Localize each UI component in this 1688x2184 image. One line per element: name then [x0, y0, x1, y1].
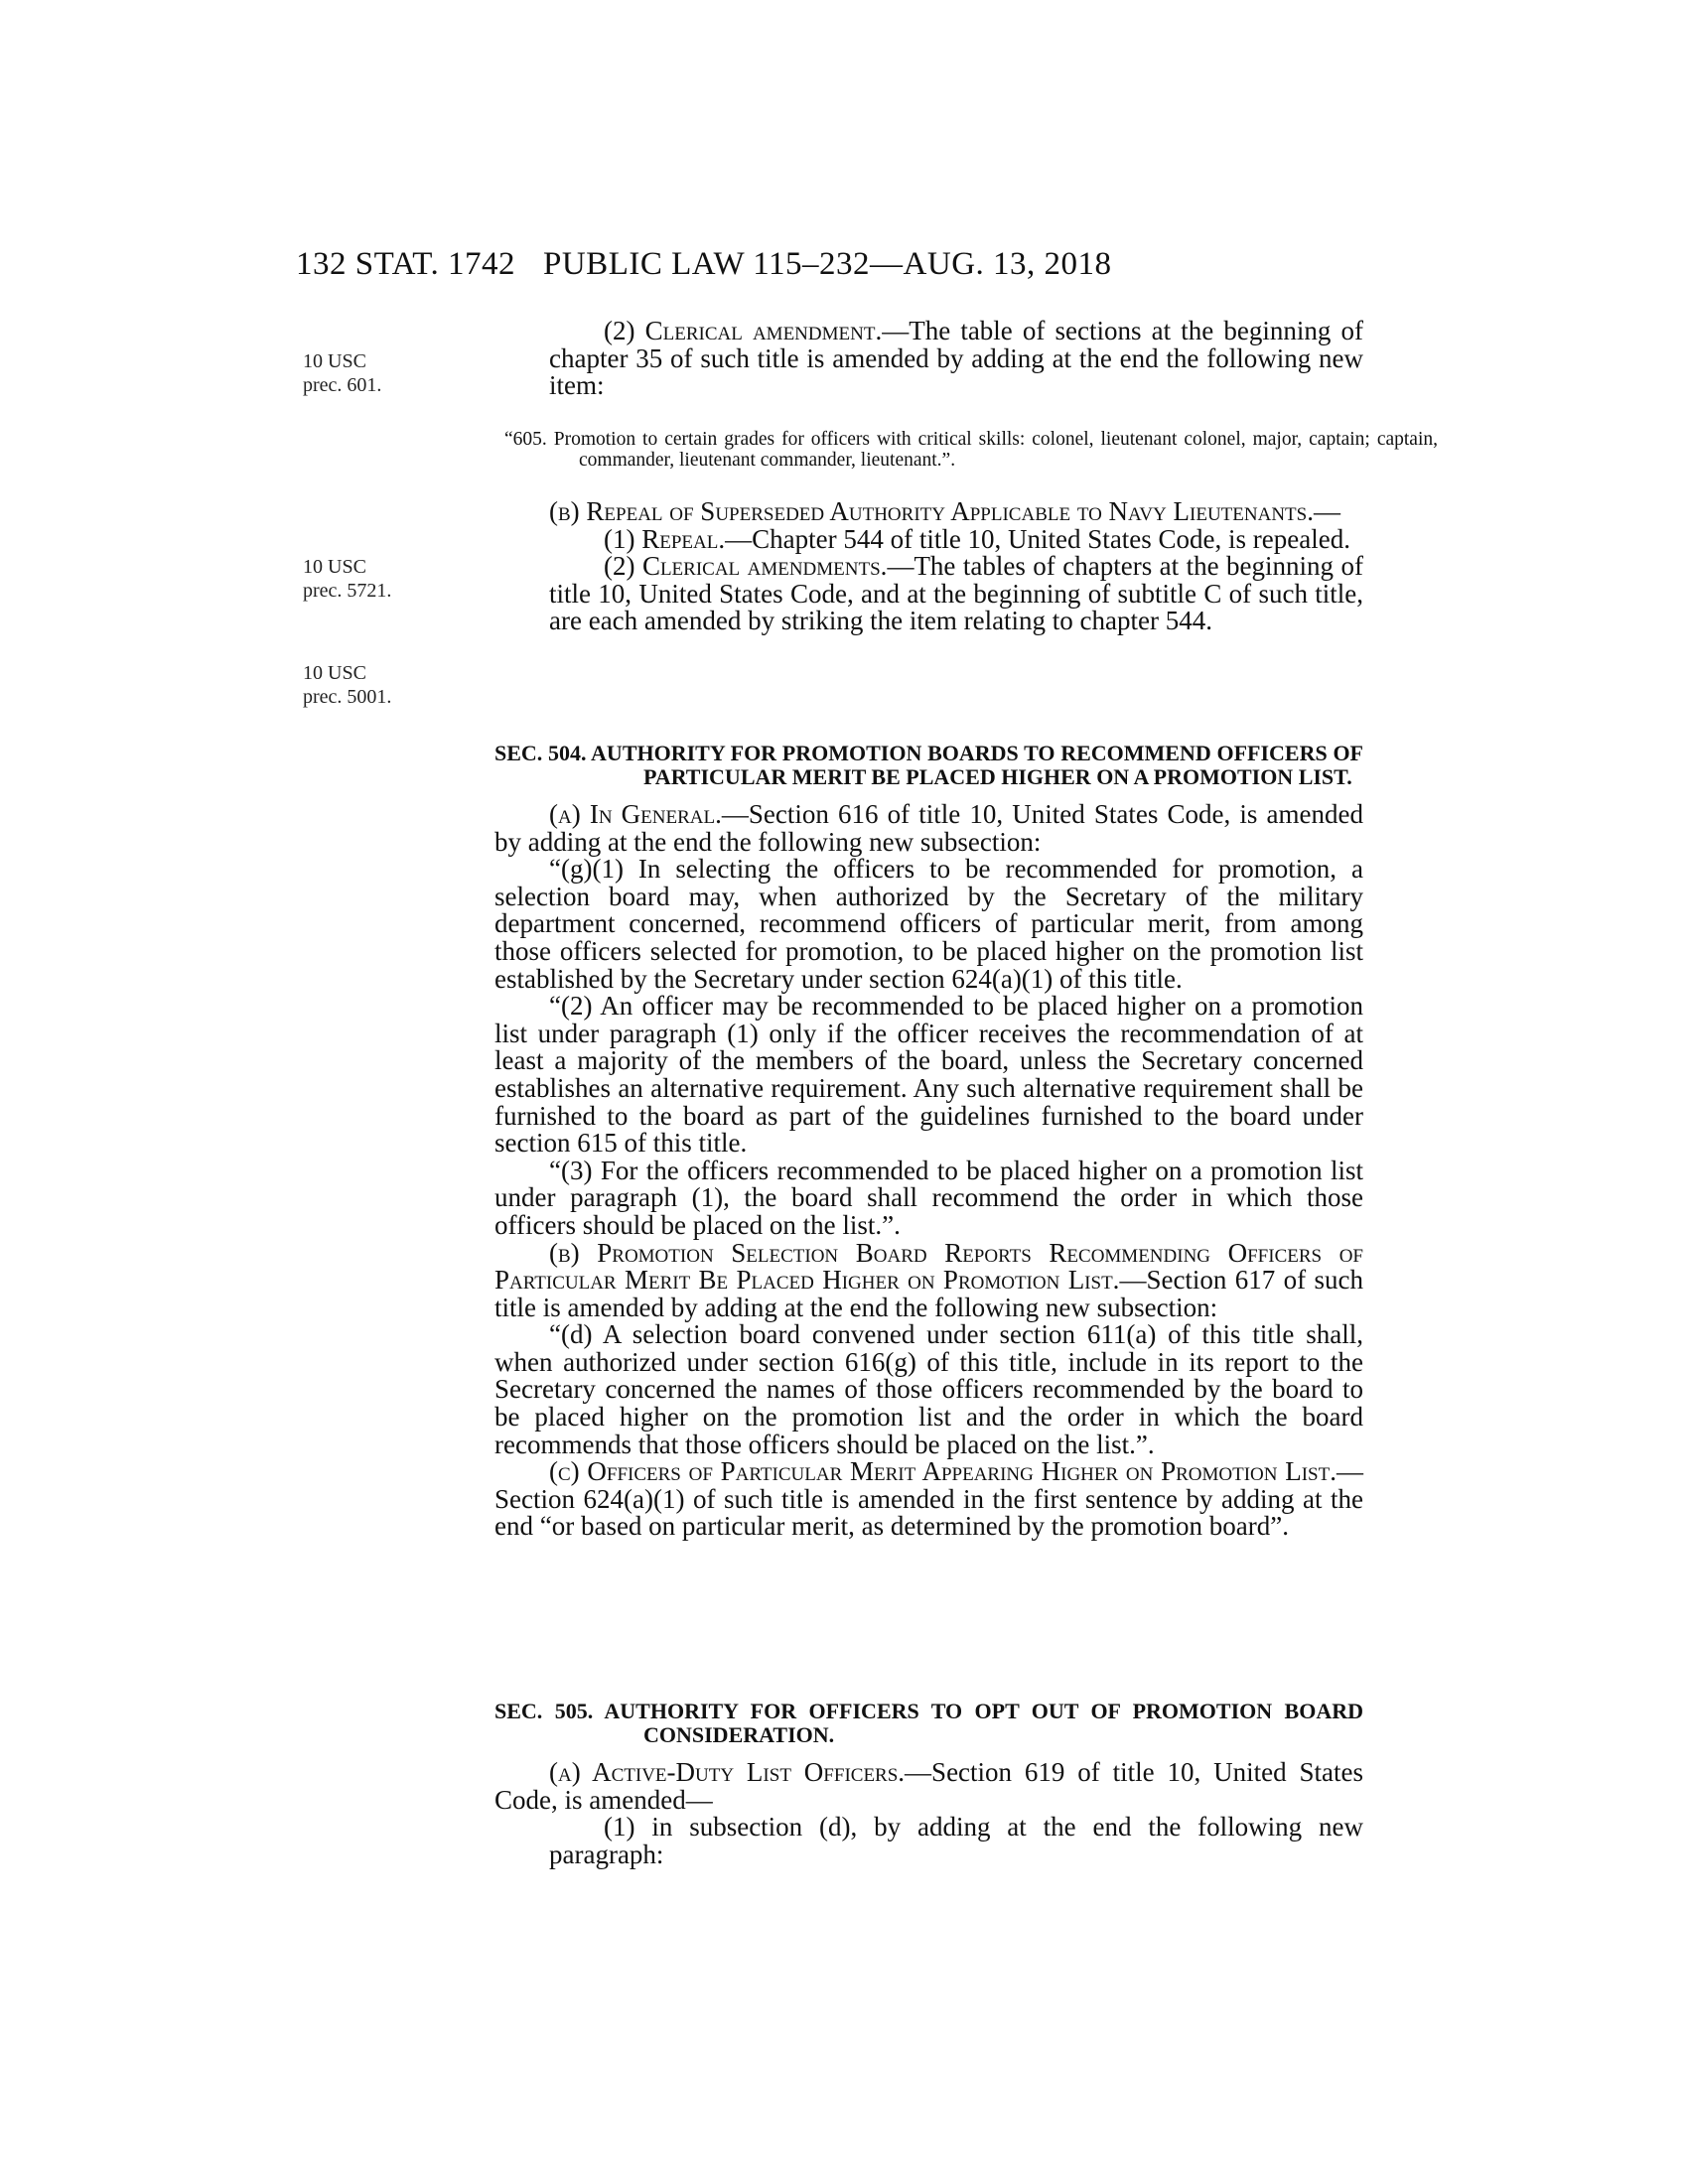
list-item: (1) in subsection (d), by adding at the end the following new paragraph: [549, 1812, 1363, 1869]
quoted-paragraph: “(g)(1) In selecting the officers to be recommended for promotion, a selection board may, when authorized by the Secretary of the military department concerned, recommend officers of particular merit, from among those officers selected for promotion, to be placed higher on the promotion list established by the Secretary under section 624(a)(1) of this title. [494, 854, 1363, 994]
margin-note [303, 661, 391, 709]
margin-note-line: 10 USC [303, 556, 366, 578]
quoted-paragraph: “(2) An officer may be recommended to be placed higher on a promotion list under paragraph (1) only if the officer receives the recommendation of at least a majority of the members of the board, unless the Secretary concerned establishes an alternative requirement. Any such alternative requirement shall be furnished to the board as part of the guidelines furnished to the board under section 615 of this title. [494, 991, 1363, 1159]
page-law-header: PUBLIC LAW 115–232—AUG. 13, 2018 [543, 246, 1112, 282]
paragraph-heading: (2) Clerical amendments. [604, 551, 888, 582]
subsection-heading: (b) Repeal of Superseded Authority Applicable to Navy Lieutenants. [549, 496, 1314, 526]
margin-note-line: 10 USC [303, 662, 366, 684]
subsection-text: —Section 624(a)(1) of such title is amended in the first sentence by adding at the end “or based on particular merit, as determined by the promotion board”. [494, 1456, 1363, 1542]
margin-note-line: prec. 5001. [303, 686, 392, 708]
section-505 [494, 1700, 1363, 1868]
margin-note-line: prec. 601. [303, 374, 382, 396]
paragraph-text: —Chapter 544 of title 10, United States Code, is repealed. [725, 523, 1350, 554]
margin-note-line: 10 USC [303, 350, 366, 372]
subsection-heading: (a) In General. [549, 799, 722, 829]
subsection-dash: — [1313, 496, 1340, 526]
margin-note [303, 555, 391, 603]
quoted-paragraph: “(d) A selection board convened under section 611(a) of this title shall, when authorized under section 616(g) of this title, include in its report to the Secretary concerned the names of those officers recommended by the board to be placed higher on the promotion list and the order in which the board recommends that those officers should be placed on the list.”. [494, 1319, 1363, 1459]
subsection-b-block [494, 498, 1363, 635]
clerical-amendment-paragraph [549, 318, 1363, 400]
page-stat-number: 132 STAT. 1742 [296, 246, 516, 282]
subsection-heading: (b) Promotion Selection Board Reports Recommending Officers of Particular Merit Be Placed Higher on Promotion List. [494, 1237, 1363, 1296]
section-heading: SEC. 504. AUTHORITY FOR PROMOTION BOARDS TO RECOMMEND OFFICERS OF PARTICULAR MERIT BE PLACED HIGHER ON A PROMOTION LIST. [494, 741, 1363, 789]
table-of-sections-item: “605. Promotion to certain grades for officers with critical skills: colonel, lieutenant colonel, major, captain; captain, commander, lieutenant commander, lieutenant.”. [504, 429, 1438, 471]
subsection-text: —Section 616 of title 10, United States Code, is amended by adding at the end the following new subsection: [494, 799, 1363, 857]
paragraph-heading: (2) Clerical amendment. [604, 316, 883, 345]
subsection-heading: (a) Active-Duty List Officers. [549, 1757, 906, 1787]
paragraph-heading: (1) Repeal. [604, 523, 726, 554]
section-heading: SEC. 505. AUTHORITY FOR OFFICERS TO OPT OUT OF PROMOTION BOARD CONSIDERATION. [494, 1699, 1363, 1747]
paragraph-text: —The tables of chapters at the beginning of title 10, United States Code, and at the beginning of subtitle C of such title, are each amended by striking the item relating to chapter 544. [549, 551, 1363, 636]
subsection-text: —Section 617 of such title is amended by adding at the end the following new subsection: [494, 1265, 1363, 1322]
quoted-paragraph: “(3) For the officers recommended to be placed higher on a promotion list under paragraph (1), the board shall recommend the order in which those officers should be placed on the list.”. [494, 1155, 1363, 1240]
paragraph-text: —The table of sections at the beginning of chapter 35 of such title is amended by adding at the end the following new item: [549, 316, 1364, 401]
subsection-text: —Section 619 of title 10, United States Code, is amended— [494, 1757, 1364, 1815]
section-504 [494, 742, 1363, 1541]
margin-note-line: prec. 5721. [303, 580, 392, 602]
subsection-heading: (c) Officers of Particular Merit Appearing Higher on Promotion List. [549, 1456, 1336, 1487]
margin-note [303, 349, 381, 397]
